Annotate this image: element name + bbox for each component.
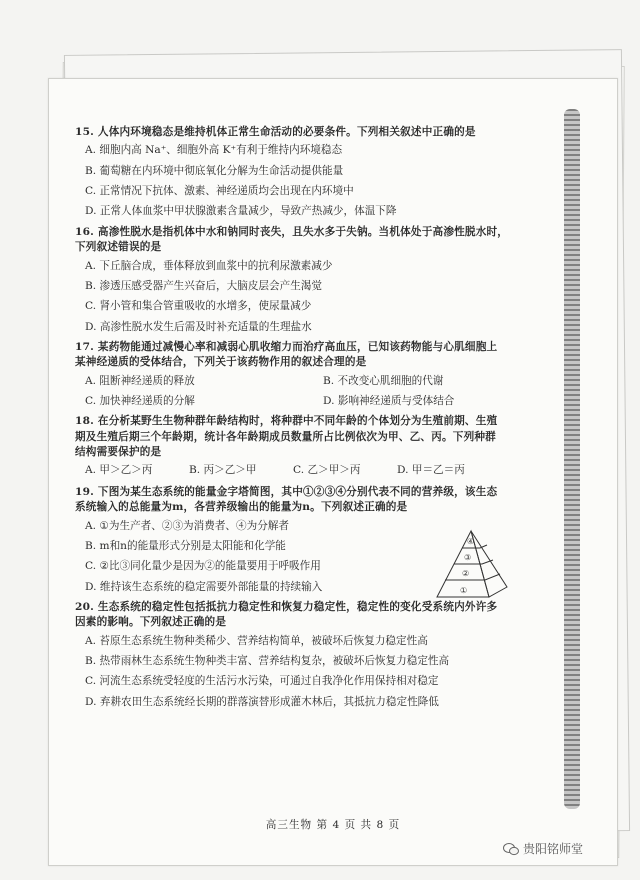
- question-stem-line: 20. 生态系统的稳定性包括抵抗力稳定性和恢复力稳定性，稳定性的变化受系统内外许多: [75, 600, 498, 613]
- question-15: [75, 125, 561, 220]
- pyramid-label-2: ②: [462, 568, 470, 578]
- option-b: B. 葡萄糖在内环境中彻底氧化分解为生命活动提供能量: [85, 164, 344, 177]
- question-stem-line: 因素的影响。下列叙述正确的是: [75, 616, 227, 629]
- question-19: [75, 485, 561, 595]
- option-d: D. 影响神经递质与受体结合: [323, 395, 455, 408]
- option-a: A. 苔原生态系统生物种类稀少、营养结构简单，被破坏后恢复力稳定性高: [85, 634, 428, 647]
- option-c: C. 肾小管和集合管重吸收的水增多，使尿量减少: [85, 300, 312, 313]
- pyramid-tier-line: [445, 574, 500, 580]
- question-stem: 15. 人体内环境稳态是维持机体正常生命活动的必要条件。下列相关叙述中正确的是: [75, 126, 476, 138]
- option-d: D. 甲＝乙＝丙: [397, 464, 465, 477]
- question-17: [75, 340, 561, 409]
- question-stem-line: 期及生殖后期三个年龄期，统计各年龄期成员数量所占比例依次为甲、乙、丙。下列种群: [75, 430, 496, 443]
- option-row: [85, 374, 561, 389]
- binding-spiral: [564, 109, 580, 809]
- question-stem-line: 结构需要保护的是: [75, 446, 162, 459]
- option-b: B. m和n的能量形式分别是太阳能和化学能: [85, 539, 286, 552]
- energy-pyramid-diagram: [427, 527, 515, 603]
- question-stem-line: 下列叙述错误的是: [75, 241, 162, 254]
- question-stem-line: 19. 下图为某生态系统的能量金字塔简图，其中①②③④分别代表不同的营养级，该生态: [75, 485, 498, 498]
- question-20: [75, 600, 561, 710]
- question-list: [75, 125, 561, 715]
- pyramid-tier-line: [454, 560, 493, 564]
- option-row: [85, 394, 561, 409]
- question-stem-line: 17. 某药物能通过减慢心率和减弱心肌收缩力而治疗高血压，已知该药物能与心肌细胞上: [75, 340, 498, 353]
- wechat-icon: [503, 842, 519, 856]
- option-a: A. ①为生产者、②③为消费者、④为分解者: [85, 519, 289, 532]
- option-a: A. 甲＞乙＞丙: [85, 464, 153, 477]
- option-c: C. 河流生态系统受轻度的生活污水污染，可通过自我净化作用保持相对稳定: [85, 675, 439, 688]
- watermark: [503, 840, 583, 857]
- question-18: [75, 414, 561, 478]
- option-a: A. 阻断神经递质的释放: [85, 374, 195, 387]
- question-stem-line: 18. 在分析某野生生物种群年龄结构时，将种群中不同年龄的个体划分为生殖前期、生殖: [75, 415, 498, 428]
- pyramid-label-1: ①: [460, 585, 468, 595]
- watermark-text: 贵阳铭师堂: [523, 842, 584, 856]
- option-c: C. ②比③同化量少是因为②的能量要用于呼吸作用: [85, 560, 321, 573]
- option-row: [85, 463, 561, 478]
- option-d: D. 高渗性脱水发生后需及时补充适量的生理盐水: [85, 320, 312, 333]
- option-c: C. 正常情况下抗体、激素、神经递质均会出现在内环境中: [85, 185, 354, 198]
- option-c: C. 加快神经递质的分解: [85, 395, 195, 408]
- pyramid-label-3: ③: [464, 552, 472, 562]
- page-footer: 高三生物 第 4 页 共 8 页: [265, 819, 401, 831]
- option-b: B. 不改变心肌细胞的代谢: [323, 374, 444, 387]
- pyramid-label-4: ④: [467, 536, 475, 546]
- option-b: B. 丙＞乙＞甲: [189, 464, 257, 477]
- question-16: [75, 225, 561, 335]
- question-stem-line: 16. 高渗性脱水是指机体中水和钠同时丧失，且失水多于失钠。当机体处于高渗性脱水时，: [75, 225, 509, 238]
- question-stem-line: 某神经递质的受体结合，下列关于该药物作用的叙述合理的是: [75, 356, 367, 369]
- option-b: B. 热带雨林生态系统生物种类丰富、营养结构复杂，被破坏后恢复力稳定性高: [85, 655, 450, 668]
- question-stem-line: 系统输入的总能量为m，各营养级输出的能量为n。下列叙述正确的是: [75, 501, 408, 514]
- option-a: A. 细胞内高 Na⁺、细胞外高 K⁺有利于维持内环境稳态: [85, 144, 343, 157]
- option-d: D. 正常人体血浆中甲状腺激素含量减少，导致产热减少，体温下降: [85, 205, 397, 218]
- exam-page: [48, 78, 618, 866]
- option-c: C. 乙＞甲＞丙: [293, 464, 361, 477]
- option-d: D. 弃耕农田生态系统经长期的群落演替形成灌木林后，其抵抗力稳定性降低: [85, 695, 439, 708]
- option-b: B. 渗透压感受器产生兴奋后，大脑皮层会产生渴觉: [85, 279, 322, 292]
- option-a: A. 下丘脑合成，垂体释放到血浆中的抗利尿激素减少: [85, 259, 333, 272]
- option-d: D. 维持该生态系统的稳定需要外部能量的持续输入: [85, 580, 323, 593]
